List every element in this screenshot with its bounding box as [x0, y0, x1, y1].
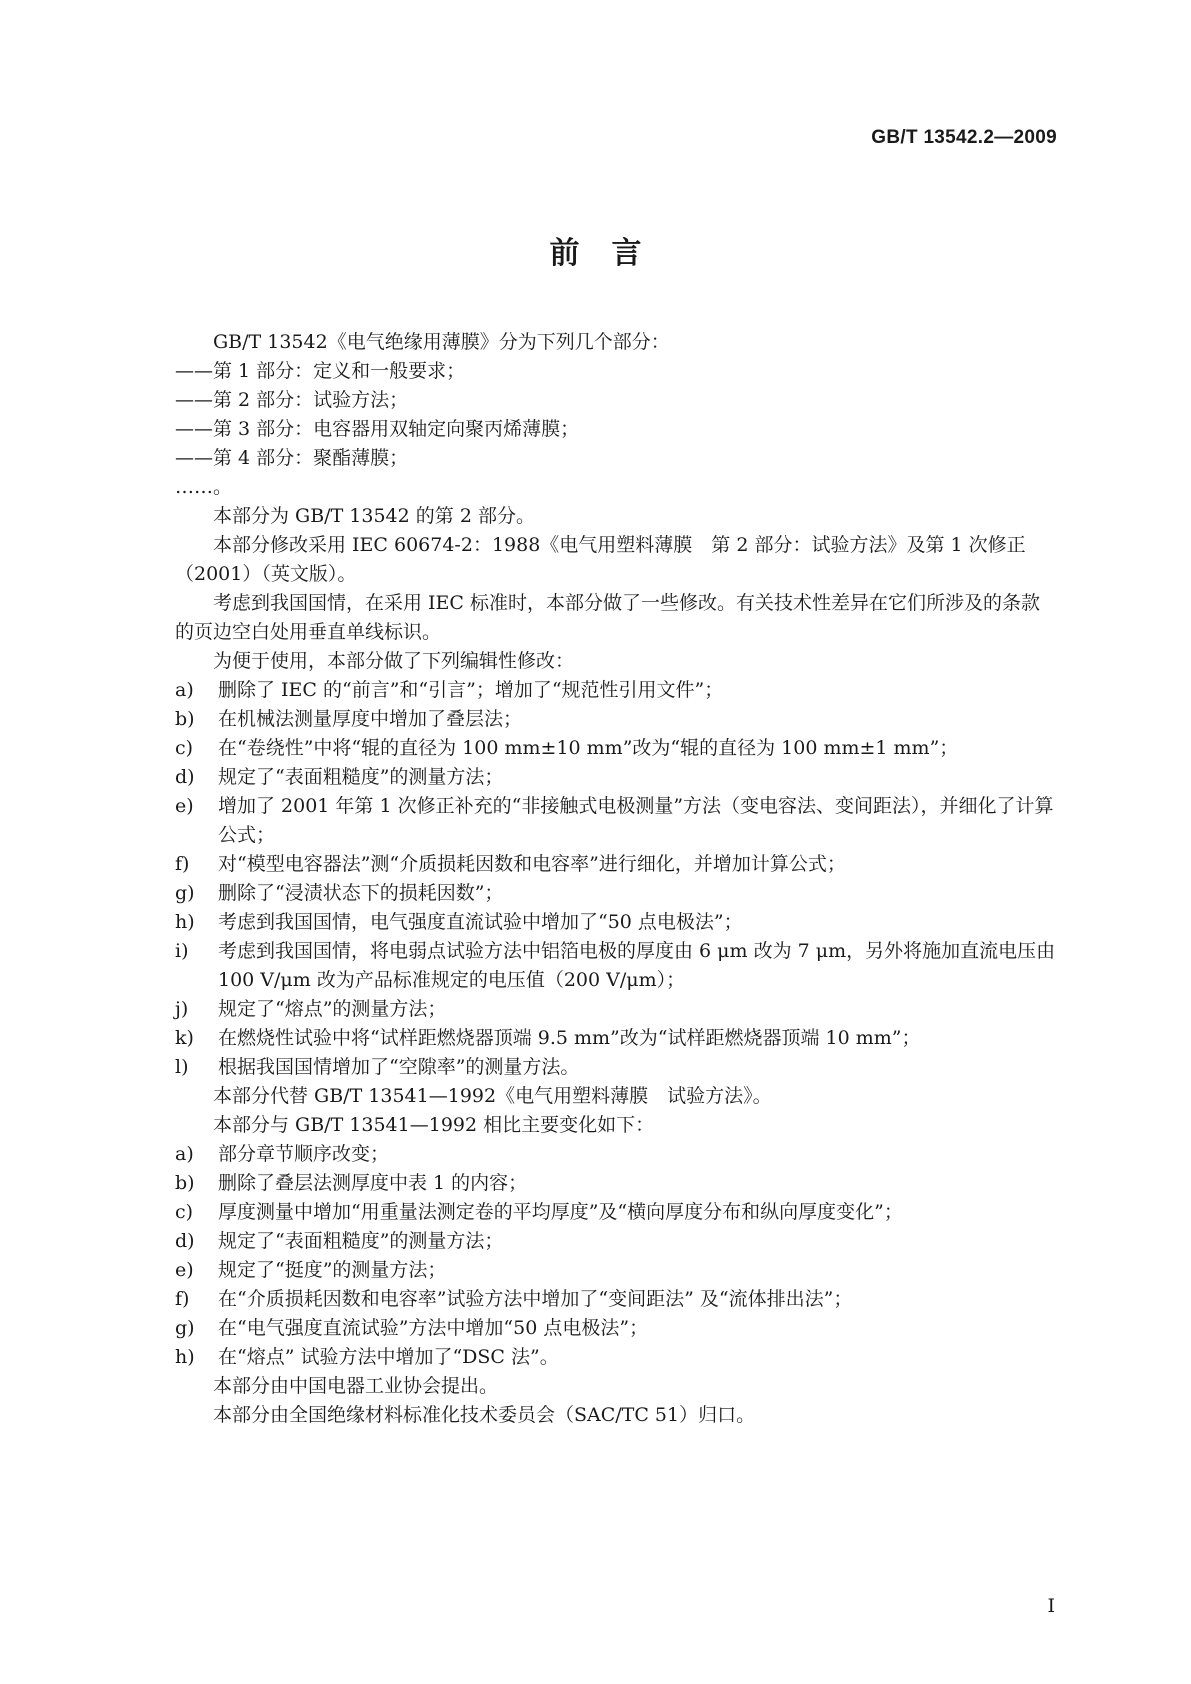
paragraph: 本部分修改采用 IEC 60674-2：1988《电气用塑料薄膜 第 2 部分：试验方法》及第 1 次修正（2001）（英文版）。: [175, 534, 1026, 585]
list-item-text: 删除了 IEC 的“前言”和“引言”；增加了“规范性引用文件”；: [218, 679, 724, 701]
page-title: 前言: [549, 236, 674, 271]
list-item-text: 在机械法测量厚度中增加了叠层法；: [218, 708, 523, 730]
list-item: [175, 763, 1058, 792]
list-item: [175, 1256, 1058, 1285]
list-item: [175, 850, 1058, 879]
list-item: [175, 1314, 1058, 1343]
list-item: [175, 676, 1058, 705]
list-marker: a): [175, 1143, 194, 1165]
list-item: [175, 879, 1058, 908]
list-item-text: 在“熔点” 试验方法中增加了“DSC 法”。: [218, 1346, 559, 1368]
list-marker: i): [175, 940, 189, 962]
part-ellipsis: ……。: [175, 476, 233, 498]
list-item: [175, 937, 1058, 995]
list-marker: k): [175, 1027, 194, 1049]
list-item-text: 规定了“表面粗糙度”的测量方法；: [218, 766, 504, 788]
list-marker: j): [175, 998, 189, 1020]
list-item-text: 规定了“熔点”的测量方法；: [218, 998, 447, 1020]
list-item-text: 根据我国国情增加了“空隙率”的测量方法。: [218, 1056, 580, 1078]
list-item-text: 删除了“浸渍状态下的损耗因数”；: [218, 882, 504, 904]
page-number: I: [1047, 1595, 1055, 1617]
list-item: [175, 1024, 1058, 1053]
change-list: [175, 1140, 1058, 1372]
list-item-text: 规定了“表面粗糙度”的测量方法；: [218, 1230, 504, 1252]
list-marker: d): [175, 766, 195, 788]
paragraph: 为便于使用，本部分做了下列编辑性修改：: [213, 650, 575, 672]
list-item-text: 在燃烧性试验中将“试样距燃烧器顶端 9.5 mm”改为“试样距燃烧器顶端 10 mm”；: [218, 1027, 921, 1049]
list-marker: d): [175, 1230, 195, 1252]
list-item: [175, 1227, 1058, 1256]
list-item: [175, 1140, 1058, 1169]
part-item: ——第 4 部分：聚酯薄膜；: [175, 447, 409, 469]
list-marker: c): [175, 1201, 194, 1223]
list-marker: l): [175, 1056, 189, 1078]
list-marker: f): [175, 853, 190, 875]
list-marker: a): [175, 679, 194, 701]
part-item: ——第 3 部分：电容器用双轴定向聚丙烯薄膜；: [175, 418, 580, 440]
list-item-text: 在“卷绕性”中将“辊的直径为 100 mm±10 mm”改为“辊的直径为 100 mm±1 mm”；: [218, 737, 959, 759]
part-item: ——第 2 部分：试验方法；: [175, 389, 409, 411]
paragraph: 本部分由中国电器工业协会提出。: [213, 1375, 499, 1397]
list-marker: e): [175, 1259, 194, 1281]
list-item: [175, 1343, 1058, 1372]
list-marker: c): [175, 737, 194, 759]
list-item: [175, 1285, 1058, 1314]
standard-code: GB/T 13542.2—2009: [871, 127, 1057, 148]
intro-paragraph: GB/T 13542《电气绝缘用薄膜》分为下列几个部分：: [213, 331, 670, 353]
list-marker: g): [175, 1317, 195, 1339]
list-item: [175, 792, 1058, 850]
list-item: [175, 1053, 1058, 1082]
list-item: [175, 705, 1058, 734]
list-marker: f): [175, 1288, 190, 1310]
list-marker: h): [175, 1346, 195, 1368]
part-item: ——第 1 部分：定义和一般要求；: [175, 360, 466, 382]
list-item-text: 在“介质损耗因数和电容率”试验方法中增加了“变间距法” 及“流体排出法”；: [218, 1288, 853, 1310]
list-marker: b): [175, 708, 195, 730]
list-item-text: 在“电气强度直流试验”方法中增加“50 点电极法”；: [218, 1317, 649, 1339]
list-item-text: 对“模型电容器法”测“介质损耗因数和电容率”进行细化，并增加计算公式；: [218, 853, 846, 875]
list-item: [175, 1198, 1058, 1227]
list-marker: b): [175, 1172, 195, 1194]
list-item-text: 部分章节顺序改变；: [218, 1143, 390, 1165]
list-item-text: 增加了 2001 年第 1 次修正补充的“非接触式电极测量”方法（变电容法、变间距法），并细化了计算公式；: [218, 795, 1054, 846]
paragraph: 本部分代替 GB/T 13541—1992《电气用塑料薄膜 试验方法》。: [213, 1085, 772, 1107]
foreword-body: [175, 328, 1058, 1430]
list-item: [175, 908, 1058, 937]
list-item: [175, 995, 1058, 1024]
paragraph: 本部分与 GB/T 13541—1992 相比主要变化如下：: [213, 1114, 655, 1136]
list-item: [175, 1169, 1058, 1198]
paragraph: 本部分为 GB/T 13542 的第 2 部分。: [213, 505, 535, 527]
list-item-text: 规定了“挺度”的测量方法；: [218, 1259, 447, 1281]
list-item-text: 厚度测量中增加“用重量法测定卷的平均厚度”及“横向厚度分布和纵向厚度变化”；: [218, 1201, 903, 1223]
paragraph: 本部分由全国绝缘材料标准化技术委员会（SAC/TC 51）归口。: [213, 1404, 756, 1426]
list-item: [175, 734, 1058, 763]
list-item-text: 考虑到我国国情，电气强度直流试验中增加了“50 点电极法”；: [218, 911, 743, 933]
list-marker: e): [175, 795, 194, 817]
list-item-text: 删除了叠层法测厚度中表 1 的内容；: [218, 1172, 528, 1194]
paragraph: 考虑到我国国情，在采用 IEC 标准时，本部分做了一些修改。有关技术性差异在它们所涉及的条款的页边空白处用垂直单线标识。: [175, 592, 1040, 643]
list-item-text: 考虑到我国国情，将电弱点试验方法中铝箔电极的厚度由 6 μm 改为 7 μm，另外将施加直流电压由 100 V/μm 改为产品标准规定的电压值（200 V/μm）；: [218, 940, 1056, 991]
list-marker: g): [175, 882, 195, 904]
list-marker: h): [175, 911, 195, 933]
edit-list: [175, 676, 1058, 1082]
